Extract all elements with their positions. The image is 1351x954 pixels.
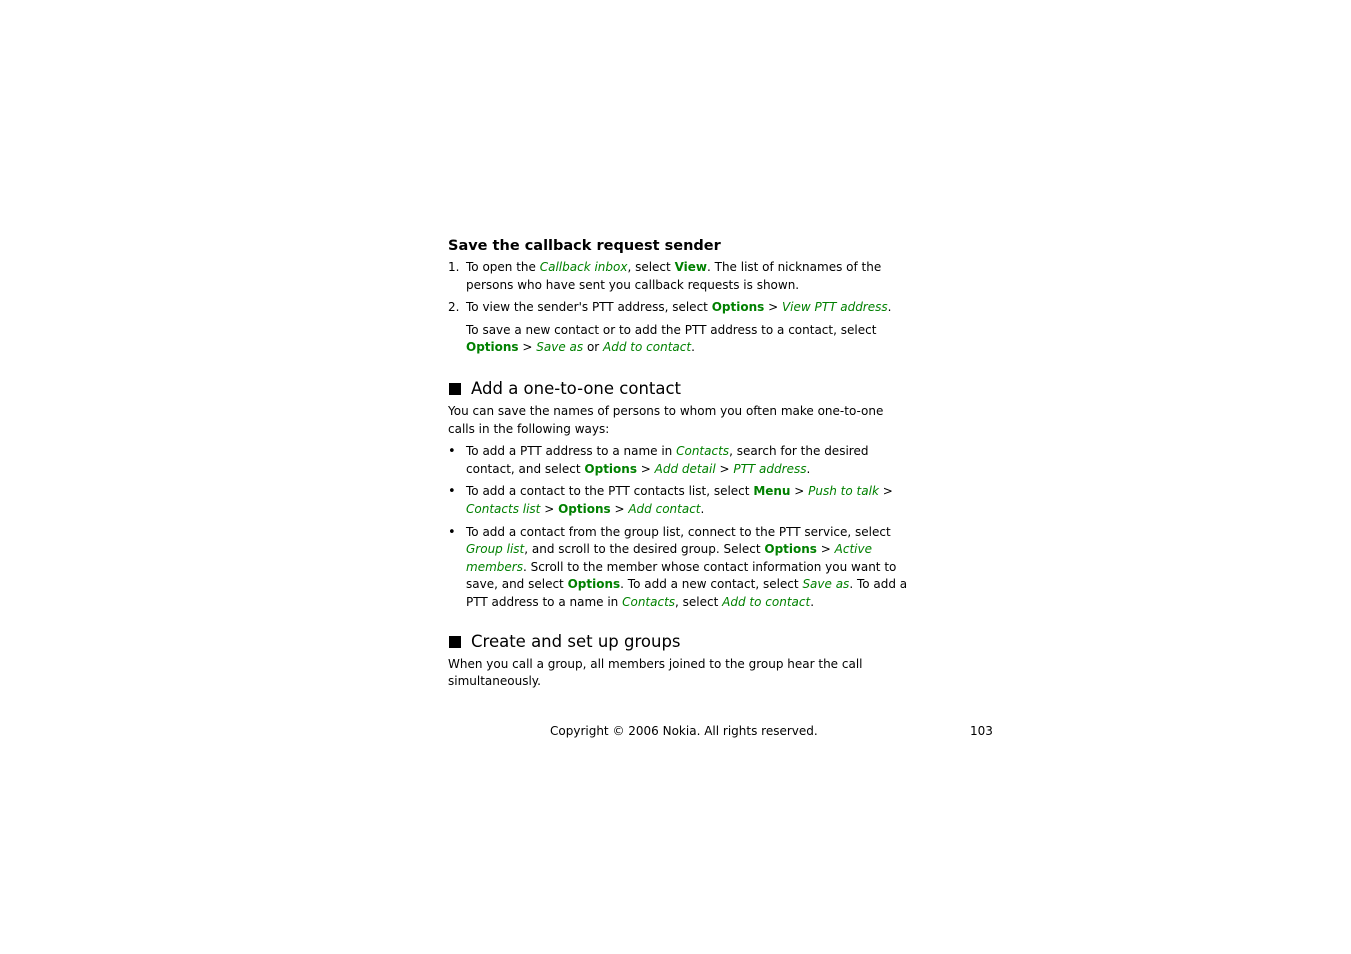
menu-options: Options bbox=[764, 542, 817, 557]
text: . bbox=[887, 300, 892, 315]
section-heading-text: Add a one-to-one contact bbox=[471, 378, 682, 398]
bullet-icon: • bbox=[448, 484, 456, 500]
text: , select bbox=[675, 594, 723, 609]
text: To add a contact from the group list, connect to the PTT service, select bbox=[466, 524, 891, 539]
list-number: 2. bbox=[448, 300, 460, 315]
text: . Scroll to the member whose contact information you want to save, and select bbox=[466, 559, 897, 592]
menu-options: Options bbox=[711, 300, 765, 315]
text: , search for the desired contact, and select bbox=[466, 444, 869, 476]
submenu-group-list: Group list bbox=[466, 542, 525, 557]
text: . bbox=[810, 594, 815, 609]
section-heading-text: Create and set up groups bbox=[471, 631, 681, 651]
submenu-view-ptt-address: View PTT address bbox=[781, 300, 888, 315]
text: . To add a PTT address to a name in bbox=[466, 577, 908, 609]
text: . The list of nicknames of the persons who have sent you callback requests is shown. bbox=[466, 260, 882, 292]
list-item bbox=[448, 483, 908, 518]
section-intro: You can save the names of persons to whom you often make one-to-one calls in the following ways: bbox=[448, 403, 884, 436]
list-item bbox=[448, 443, 908, 478]
submenu-add-contact: Add contact bbox=[628, 501, 701, 516]
text: > bbox=[715, 461, 734, 476]
submenu-add-detail: Add detail bbox=[654, 461, 716, 476]
page-number: 103 bbox=[970, 724, 993, 738]
text: or bbox=[583, 340, 604, 355]
text: > bbox=[610, 501, 629, 516]
text: > bbox=[518, 340, 537, 355]
text: . To add a new contact, select bbox=[620, 577, 803, 592]
page-content bbox=[448, 236, 908, 696]
submenu-callback-inbox: Callback inbox bbox=[539, 260, 628, 274]
text: . bbox=[806, 461, 811, 476]
numbered-list bbox=[448, 259, 908, 317]
text: To open the bbox=[466, 260, 540, 274]
text: > bbox=[878, 484, 893, 499]
text: . bbox=[691, 340, 695, 355]
menu-options: Options bbox=[584, 461, 637, 476]
submenu-add-to-contact: Add to contact bbox=[603, 340, 692, 355]
spacer bbox=[448, 362, 908, 378]
text: To save a new contact or to add the PTT address to a contact, select bbox=[466, 322, 877, 337]
text: , and scroll to the desired group. Select bbox=[524, 542, 765, 557]
submenu-push-to-talk: Push to talk bbox=[808, 484, 879, 499]
menu-view: View bbox=[674, 260, 707, 274]
text: , select bbox=[627, 260, 675, 274]
menu-options: Options bbox=[567, 577, 621, 592]
text: > bbox=[816, 542, 835, 557]
submenu-ptt-address: PTT address bbox=[733, 461, 807, 476]
menu-options: Options bbox=[466, 340, 519, 355]
text: To add a contact to the PTT contacts list, select bbox=[466, 484, 754, 499]
menu-menu: Menu bbox=[753, 484, 791, 499]
section-heading-add-contact bbox=[448, 378, 908, 400]
list-number: 1. bbox=[448, 260, 460, 274]
list-note bbox=[448, 322, 908, 357]
square-bullet-icon bbox=[449, 383, 461, 395]
submenu-contacts: Contacts bbox=[622, 594, 676, 609]
list-item bbox=[448, 524, 908, 612]
spacer bbox=[448, 617, 908, 631]
text: > bbox=[790, 484, 809, 499]
bullet-list bbox=[448, 443, 908, 611]
text: > bbox=[764, 300, 782, 315]
submenu-save-as: Save as bbox=[536, 340, 584, 355]
bullet-icon: • bbox=[448, 524, 456, 540]
list-item bbox=[448, 259, 908, 294]
copyright-notice: Copyright © 2006 Nokia. All rights reserved. bbox=[550, 724, 818, 738]
square-bullet-icon bbox=[449, 636, 461, 648]
menu-options: Options bbox=[558, 501, 611, 516]
submenu-add-to-contact: Add to contact bbox=[722, 594, 811, 609]
text: > bbox=[540, 501, 559, 516]
submenu-save-as: Save as bbox=[802, 577, 850, 592]
list-item bbox=[448, 299, 908, 317]
text: . bbox=[700, 501, 705, 516]
submenu-contacts: Contacts bbox=[676, 444, 730, 459]
section-intro: When you call a group, all members joined to the group hear the call simultaneously. bbox=[448, 656, 863, 689]
submenu-active-members: Active members bbox=[466, 542, 872, 574]
section-title-save-callback-sender: Save the callback request sender bbox=[448, 238, 721, 254]
bullet-icon: • bbox=[448, 444, 456, 460]
submenu-contacts-list: Contacts list bbox=[466, 501, 541, 516]
text: To add a PTT address to a name in bbox=[466, 444, 677, 459]
text: To view the sender's PTT address, select bbox=[466, 300, 712, 315]
section-heading-groups bbox=[448, 631, 908, 653]
text: > bbox=[636, 461, 655, 476]
